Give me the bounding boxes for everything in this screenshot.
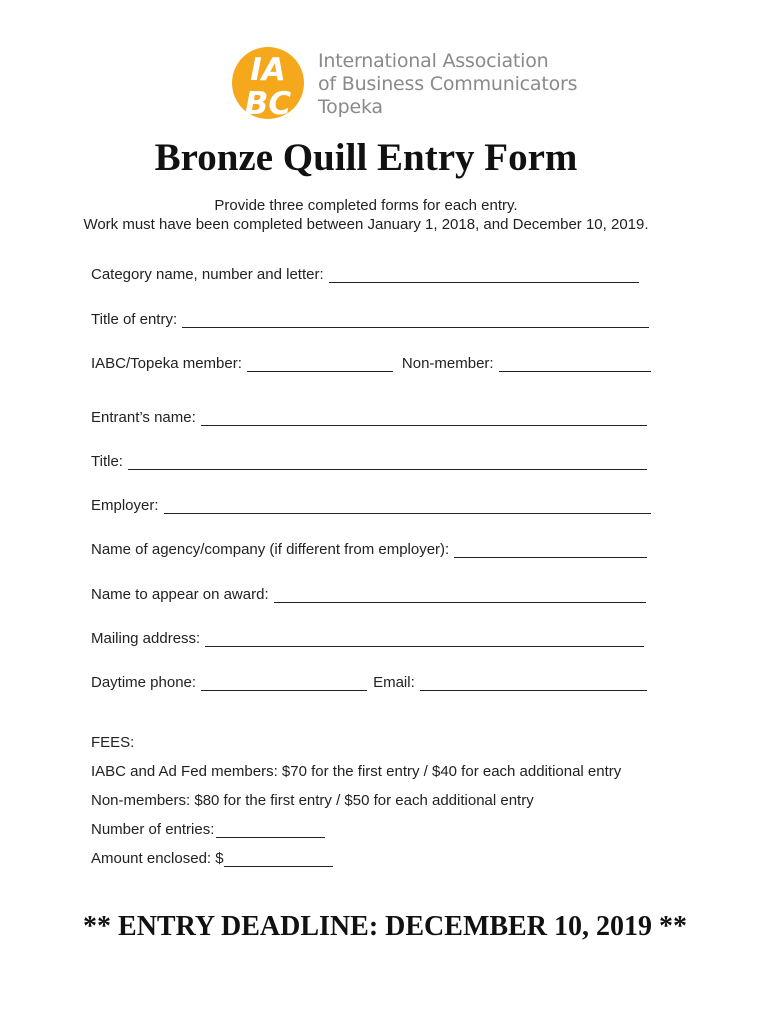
employer-label: Employer: <box>91 497 159 514</box>
fees-members: IABC and Ad Fed members: $70 for the first entry / $40 for each additional entry <box>91 763 622 780</box>
amount-enclosed-row <box>91 850 333 867</box>
entry-deadline: ** ENTRY DEADLINE: DECEMBER 10, 2019 ** <box>83 911 687 942</box>
non-member-label: Non-member: <box>401 355 494 372</box>
logo-line-3: Topeka <box>318 96 383 118</box>
number-entries-input-line[interactable] <box>216 821 325 838</box>
entrant-name-label: Entrant’s name: <box>91 409 196 426</box>
email-label: Email: <box>373 674 415 691</box>
entry-title-label: Title of entry: <box>91 311 178 328</box>
entrant-name-input-line[interactable] <box>201 409 647 426</box>
daytime-phone-input-line[interactable] <box>201 674 367 691</box>
non-member-input-line[interactable] <box>499 355 651 372</box>
logo-line-2: of Business Communicators <box>318 73 578 95</box>
entry-title-row <box>91 311 649 328</box>
title-label: Title: <box>91 453 123 470</box>
agency-label: Name of agency/company (if different from employer): <box>91 541 450 558</box>
intro-line-2: Work must have been completed between January 1, 2018, and December 10, 2019. <box>83 216 649 233</box>
entry-title-input-line[interactable] <box>182 311 649 328</box>
amount-enclosed-label: Amount enclosed: $ <box>91 850 224 867</box>
iabc-logo <box>228 42 578 122</box>
logo-mark-top: IA <box>250 52 286 88</box>
member-label: IABC/Topeka member: <box>91 355 242 372</box>
number-entries-row <box>91 821 325 838</box>
award-name-row <box>91 586 646 603</box>
title-row <box>91 453 647 470</box>
entrant-name-row <box>91 409 647 426</box>
fees-non-members: Non-members: $80 for the first entry / $50 for each additional entry <box>91 792 534 809</box>
logo-wordmark <box>318 50 577 119</box>
agency-input-line[interactable] <box>454 541 647 558</box>
category-row <box>91 266 639 283</box>
iabc-logo-mark <box>228 46 308 120</box>
amount-enclosed-input-line[interactable] <box>224 850 333 867</box>
employer-input-line[interactable] <box>164 497 651 514</box>
category-input-line[interactable] <box>329 266 639 283</box>
mailing-address-input-line[interactable] <box>205 630 644 647</box>
agency-row <box>91 541 647 558</box>
daytime-phone-label: Daytime phone: <box>91 674 197 691</box>
member-input-line[interactable] <box>247 355 393 372</box>
membership-row <box>91 355 651 372</box>
email-input-line[interactable] <box>420 674 647 691</box>
employer-row <box>91 497 651 514</box>
mailing-address-label: Mailing address: <box>91 630 201 647</box>
fees-heading: FEES: <box>91 734 135 751</box>
award-name-input-line[interactable] <box>274 586 646 603</box>
title-input-line[interactable] <box>128 453 647 470</box>
form-title: Bronze Quill Entry Form <box>154 136 578 179</box>
logo-mark-bottom: BC <box>244 86 292 120</box>
category-label: Category name, number and letter: <box>91 266 324 283</box>
award-name-label: Name to appear on award: <box>91 586 269 603</box>
contact-row <box>91 674 647 691</box>
intro-line-1: Provide three completed forms for each entry. <box>214 197 518 214</box>
mailing-address-row <box>91 630 644 647</box>
number-entries-label: Number of entries: <box>91 821 215 838</box>
logo-line-1: International Association <box>318 50 549 72</box>
